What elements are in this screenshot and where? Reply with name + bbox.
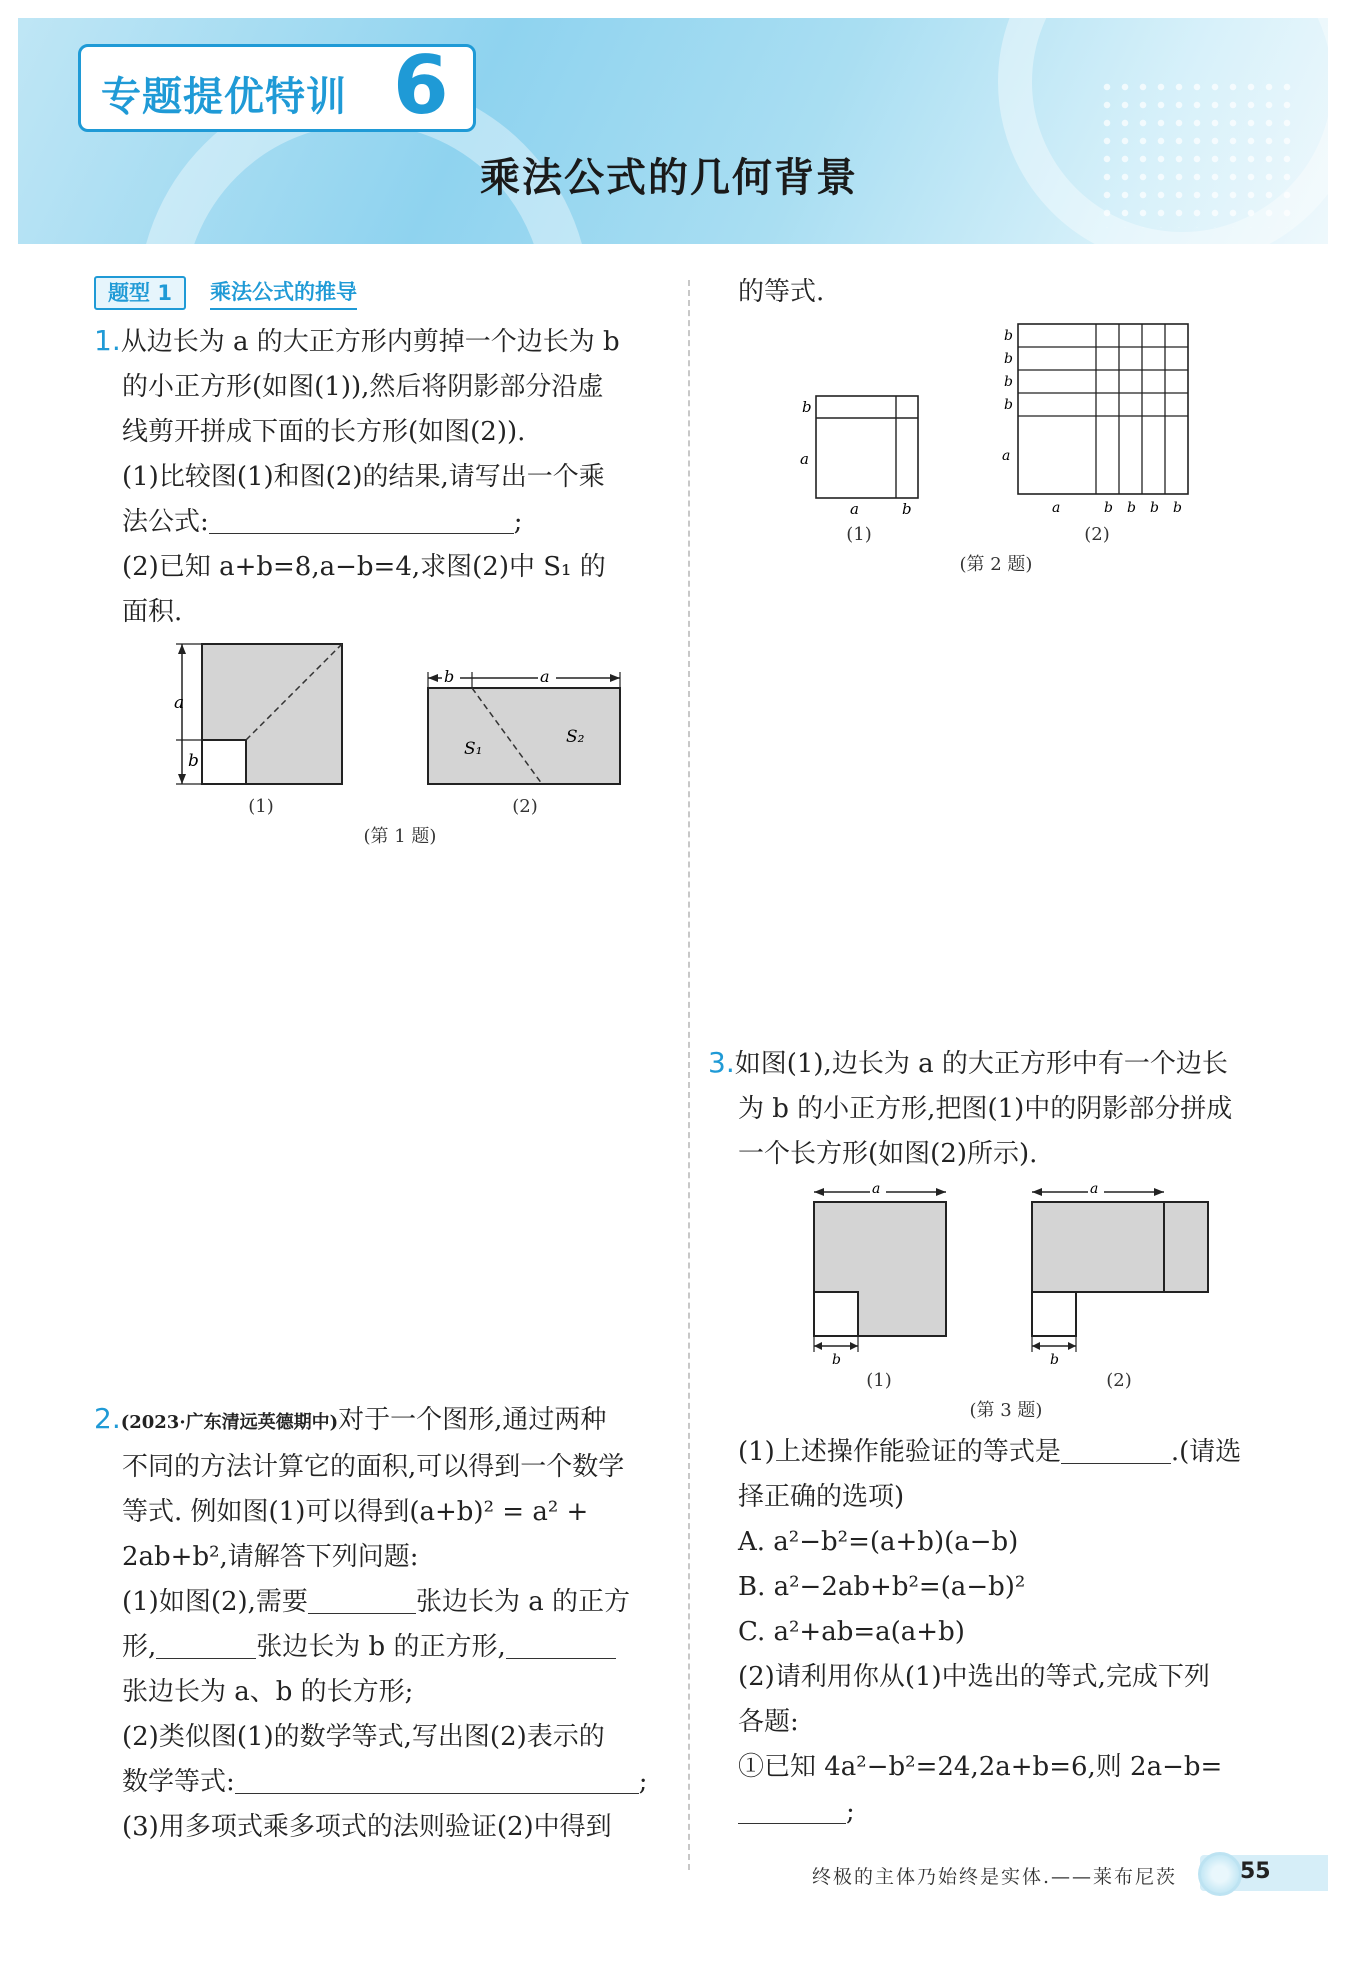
svg-text:b: b bbox=[832, 1352, 841, 1368]
label-b: b bbox=[188, 751, 199, 771]
label-s1: S₁ bbox=[464, 739, 483, 759]
answer-blank[interactable] bbox=[209, 505, 514, 534]
q3-part1: (1)上述操作能验证的等式是 bbox=[738, 1437, 1061, 1467]
question-3-parts bbox=[738, 1430, 1318, 1835]
question-2 bbox=[94, 1396, 674, 1850]
q1-part1: (1)比较图(1)和图(2)的结果,请写出一个乘 bbox=[122, 462, 605, 492]
svg-text:b: b bbox=[1104, 500, 1113, 516]
svg-text:b: b bbox=[1004, 374, 1013, 390]
figure-caption: (2) bbox=[1106, 1370, 1132, 1391]
question-number: 3. bbox=[708, 1046, 735, 1079]
option-b[interactable]: B. a²−2ab+b²=(a−b)² bbox=[738, 1572, 1026, 1602]
q2-part1: (1)如图(2),需要 bbox=[122, 1587, 308, 1617]
page-number: 55 bbox=[1240, 1859, 1271, 1884]
q2-part3: (3)用多项式乘多项式的法则验证(2)中得到 bbox=[122, 1812, 612, 1842]
page-title: 乘法公式的几何背景 bbox=[480, 155, 858, 201]
q3-figure-1 bbox=[800, 1180, 960, 1370]
q2-part1: 形, bbox=[122, 1632, 157, 1662]
q1-line: 从边长为 a 的大正方形内剪掉一个边长为 b bbox=[120, 327, 620, 357]
svg-text:b: b bbox=[1050, 1352, 1059, 1368]
q2-part1: 张边长为 b 的正方形, bbox=[256, 1632, 506, 1662]
q2-part1: 张边长为 a 的正方 bbox=[415, 1587, 630, 1617]
section-type-label: 题型 1 bbox=[94, 276, 186, 310]
punct: ; bbox=[638, 1767, 648, 1797]
section-tag bbox=[94, 276, 394, 308]
figure-caption: (第 1 题) bbox=[363, 826, 437, 847]
answer-blank[interactable] bbox=[308, 1585, 416, 1614]
svg-text:b: b bbox=[1127, 500, 1136, 516]
answer-blank[interactable] bbox=[1061, 1435, 1171, 1464]
q3-line: 一个长方形(如图(2)所示). bbox=[738, 1139, 1038, 1169]
answer-blank[interactable] bbox=[506, 1630, 616, 1659]
q1-part1-cont: 法公式: bbox=[122, 507, 209, 537]
svg-text:a: a bbox=[850, 500, 859, 514]
q2-figure-2 bbox=[994, 316, 1204, 516]
q2-continuation: 的等式. bbox=[738, 277, 825, 307]
question-1 bbox=[94, 318, 674, 635]
svg-text:a: a bbox=[800, 450, 809, 468]
answer-blank[interactable] bbox=[738, 1795, 846, 1824]
punct: ; bbox=[513, 507, 523, 537]
q3-part2: (2)请利用你从(1)中选出的等式,完成下列 bbox=[738, 1662, 1210, 1692]
q1-part2: (2)已知 a+b=8,a−b=4,求图(2)中 S₁ 的 bbox=[122, 552, 606, 582]
punct: ; bbox=[846, 1797, 855, 1827]
label-a: a bbox=[174, 693, 185, 713]
section-name: 乘法公式的推导 bbox=[210, 276, 357, 310]
q1-figure-2 bbox=[420, 670, 630, 795]
figure-caption: (1) bbox=[846, 524, 872, 545]
figure-caption: (2) bbox=[512, 796, 538, 817]
topic-number: 6 bbox=[393, 39, 449, 132]
label-a: a bbox=[540, 670, 550, 686]
figure-caption: (第 2 题) bbox=[959, 554, 1033, 575]
figure-caption: (2) bbox=[1084, 524, 1110, 545]
column-divider bbox=[688, 280, 690, 1870]
svg-text:a: a bbox=[1090, 1181, 1099, 1197]
svg-text:a: a bbox=[1002, 448, 1011, 464]
q2-part1: 张边长为 a、b 的长方形; bbox=[122, 1677, 414, 1707]
svg-text:a: a bbox=[1052, 500, 1061, 516]
svg-text:b: b bbox=[1173, 500, 1182, 516]
q3-part2: 各题: bbox=[738, 1707, 799, 1737]
option-c[interactable]: C. a²+ab=a(a+b) bbox=[738, 1617, 965, 1647]
question-number: 1. bbox=[94, 324, 121, 357]
q1-line: 的小正方形(如图(1)),然后将阴影部分沿虚 bbox=[122, 372, 604, 402]
q2-figure-1 bbox=[790, 384, 930, 514]
q3-sub1: ①已知 4a²−b²=24,2a+b=6,则 2a−b= bbox=[738, 1752, 1223, 1782]
q3-part1: 择正确的选项) bbox=[738, 1482, 905, 1512]
q3-line: 如图(1),边长为 a 的大正方形中有一个边长 bbox=[734, 1049, 1228, 1079]
q1-figure-1 bbox=[168, 636, 358, 796]
option-a[interactable]: A. a²−b²=(a+b)(a−b) bbox=[738, 1527, 1019, 1557]
answer-blank[interactable] bbox=[235, 1765, 639, 1794]
svg-text:b: b bbox=[1004, 397, 1013, 413]
svg-text:b: b bbox=[1150, 500, 1159, 516]
svg-text:b: b bbox=[1004, 328, 1013, 344]
q2-line: 对于一个图形,通过两种 bbox=[338, 1405, 607, 1435]
topic-tag bbox=[78, 39, 476, 132]
svg-text:b: b bbox=[902, 500, 912, 514]
q2-line: 不同的方法计算它的面积,可以得到一个数学 bbox=[122, 1452, 625, 1482]
footer-quote: 终极的主体乃始终是实体.——莱布尼茨 bbox=[812, 1866, 1178, 1888]
topic-label: 专题提优特训 bbox=[101, 74, 347, 120]
figure-caption: (第 3 题) bbox=[969, 1400, 1043, 1421]
svg-text:b: b bbox=[802, 398, 812, 416]
svg-text:a: a bbox=[872, 1181, 881, 1197]
q1-line: 线剪开拼成下面的长方形(如图(2)). bbox=[122, 417, 526, 447]
q2-line: 2ab+b²,请解答下列问题: bbox=[122, 1542, 419, 1572]
question-source: (2023·广东清远英德期中) bbox=[120, 1412, 339, 1433]
label-b: b bbox=[444, 670, 455, 686]
question-number: 2. bbox=[94, 1402, 121, 1435]
q3-line: 为 b 的小正方形,把图(1)中的阴影部分拼成 bbox=[738, 1094, 1233, 1124]
svg-text:b: b bbox=[1004, 351, 1013, 367]
q3-part1: .(请选 bbox=[1170, 1437, 1242, 1467]
page-curl-icon bbox=[1198, 1852, 1242, 1896]
label-s2: S₂ bbox=[566, 727, 585, 747]
q1-part2-cont: 面积. bbox=[122, 597, 183, 627]
answer-blank[interactable] bbox=[156, 1630, 256, 1659]
figure-caption: (1) bbox=[248, 796, 274, 817]
q3-figure-2 bbox=[1018, 1180, 1218, 1370]
figure-caption: (1) bbox=[866, 1370, 892, 1391]
q2-part2: (2)类似图(1)的数学等式,写出图(2)表示的 bbox=[122, 1722, 605, 1752]
q2-line: 等式. 例如图(1)可以得到(a+b)² = a² + bbox=[122, 1497, 589, 1527]
q2-part2: 数学等式: bbox=[122, 1767, 235, 1797]
question-3 bbox=[708, 1040, 1308, 1177]
